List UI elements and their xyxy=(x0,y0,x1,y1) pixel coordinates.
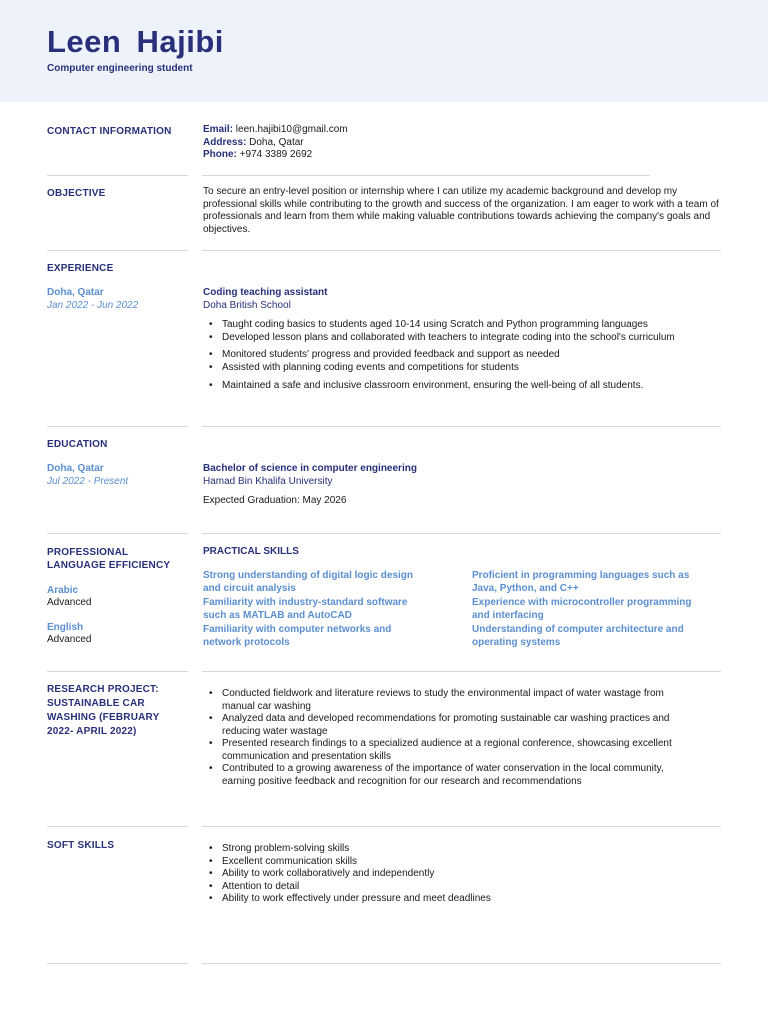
language-level: Advanced xyxy=(47,597,92,608)
skill-line: and circuit analysis xyxy=(203,582,296,594)
divider-left xyxy=(47,175,188,176)
languages-section-title-line2: LANGUAGE EFFICIENCY xyxy=(47,560,171,571)
item-line: • Contributed to a growing awareness of the importance of water conservation in the local community, xyxy=(222,763,664,774)
experience-location: Doha, Qatar xyxy=(47,287,104,298)
item-line: earning positive feedback and recognition for our research and recommendations xyxy=(222,775,582,787)
experience-dates: Jan 2022 - Jun 2022 xyxy=(47,300,139,311)
title-line: SUSTAINABLE CAR xyxy=(47,698,145,709)
email-value: leen.hajibi10@gmail.com xyxy=(235,124,348,135)
item-line: communication and presentation skills xyxy=(222,750,391,762)
divider-right xyxy=(202,671,721,672)
title-line: RESEARCH PROJECT: xyxy=(47,684,159,695)
email-label: Email: xyxy=(203,124,234,135)
skill-line: operating systems xyxy=(472,636,561,648)
list-item: • Maintained a safe and inclusive classroom environment, ensuring the well-being of all students. xyxy=(203,380,723,393)
candidate-name: Leen Hajibi xyxy=(47,24,224,59)
skill-item xyxy=(472,597,722,622)
experience-bullets xyxy=(203,319,723,393)
experience-section-title: EXPERIENCE xyxy=(47,263,114,274)
divider-right xyxy=(202,175,650,176)
candidate-subtitle: Computer engineering student xyxy=(47,63,193,74)
address-label: Address: xyxy=(203,136,247,148)
list-item: • Taught coding basics to students aged 10-14 using Scratch and Python programming languages xyxy=(203,319,723,332)
experience-org: Doha British School xyxy=(203,300,291,311)
language-name: Arabic xyxy=(47,585,79,596)
skill-line: and interfacing xyxy=(472,609,544,621)
skill-item xyxy=(203,570,453,595)
skill-line: Java, Python, and C++ xyxy=(472,582,579,594)
skills-section-title: PRACTICAL SKILLS xyxy=(203,546,299,557)
skill-line: such as MATLAB and AutoCAD xyxy=(203,609,352,621)
education-degree: Bachelor of science in computer engineering xyxy=(203,463,417,474)
list-item: • Developed lesson plans and collaborated with teachers to integrate coding into the school's curriculum xyxy=(203,332,723,345)
skill-line: Familiarity with computer networks and xyxy=(203,624,392,635)
list-item xyxy=(203,688,723,713)
item-line: • Conducted fieldwork and literature reviews to study the environmental impact of water wastage from xyxy=(222,688,664,699)
contact-phone-row xyxy=(203,149,312,162)
list-item: • Ability to work effectively under pressure and meet deadlines xyxy=(203,893,723,906)
divider-right xyxy=(202,826,721,827)
education-graduation: Expected Graduation: May 2026 xyxy=(203,495,347,506)
skill-item xyxy=(472,570,722,595)
skill-item xyxy=(203,597,453,622)
divider-right xyxy=(202,426,721,427)
divider-left xyxy=(47,671,188,672)
item-line: • Analyzed data and developed recommendations for promoting sustainable car washing practices and xyxy=(222,713,670,724)
divider-left xyxy=(47,426,188,427)
list-item: • Excellent communication skills xyxy=(203,856,723,869)
contact-address-row xyxy=(203,137,304,150)
address-value: Doha, Qatar xyxy=(249,136,304,148)
research-section-title xyxy=(47,683,159,739)
skill-line: Proficient in programming languages such as xyxy=(472,570,690,581)
list-item: • Monitored students' progress and provided feedback and support as needed xyxy=(203,349,723,362)
divider-right xyxy=(202,250,721,251)
contact-email-row xyxy=(203,124,348,137)
education-dates: Jul 2022 - Present xyxy=(47,476,129,487)
list-item xyxy=(203,763,723,788)
skill-item xyxy=(203,624,453,649)
objective-section-title: OBJECTIVE xyxy=(47,188,106,199)
header-band xyxy=(0,0,768,102)
phone-value: +974 3389 2692 xyxy=(239,149,313,161)
objective-text: To secure an entry-level position or internship where I can utilize my academic background and develop my professional skills while contributing to the growth and success of the organization. I am eager to work with a team of professionals and learn from them while making valuable contributions towards achieving the company's goals and objectives. xyxy=(203,186,719,235)
divider-right xyxy=(202,533,721,534)
title-line: WASHING (FEBRUARY xyxy=(47,712,160,723)
contact-section-title: CONTACT INFORMATION xyxy=(47,126,172,137)
skill-item xyxy=(472,624,722,649)
education-section-title: EDUCATION xyxy=(47,439,108,450)
divider-left xyxy=(47,533,188,534)
skill-line: Strong understanding of digital logic design xyxy=(203,570,413,581)
divider-right xyxy=(202,963,721,964)
education-school: Hamad Bin Khalifa University xyxy=(203,476,333,487)
list-item: • Assisted with planning coding events and competitions for students xyxy=(203,362,723,375)
skill-line: Familiarity with industry-standard software xyxy=(203,597,408,608)
divider-left xyxy=(47,963,188,964)
list-item: • Attention to detail xyxy=(203,881,723,894)
list-item: • Strong problem-solving skills xyxy=(203,843,723,856)
language-level: Advanced xyxy=(47,634,92,645)
list-item xyxy=(203,738,723,763)
item-line: • Presented research findings to a specialized audience at a regional conference, showcasing excellent xyxy=(222,738,672,749)
languages-section-title-line1: PROFESSIONAL xyxy=(47,547,129,558)
list-item xyxy=(203,713,723,738)
title-line: 2022- APRIL 2022) xyxy=(47,726,137,737)
skill-line: Experience with microcontroller programming xyxy=(472,597,692,608)
skill-line: Understanding of computer architecture and xyxy=(472,624,684,635)
phone-label: Phone: xyxy=(203,149,237,161)
item-line: reducing water wastage xyxy=(222,725,328,737)
research-bullets xyxy=(203,688,723,788)
language-name: English xyxy=(47,622,84,633)
item-line: manual car washing xyxy=(222,700,311,712)
soft-skills-bullets xyxy=(203,843,723,906)
skill-line: network protocols xyxy=(203,636,290,648)
soft-skills-section-title: SOFT SKILLS xyxy=(47,840,115,851)
divider-left xyxy=(47,250,188,251)
education-location: Doha, Qatar xyxy=(47,463,104,474)
list-item: • Ability to work collaboratively and independently xyxy=(203,868,723,881)
divider-left xyxy=(47,826,188,827)
experience-role: Coding teaching assistant xyxy=(203,287,328,298)
